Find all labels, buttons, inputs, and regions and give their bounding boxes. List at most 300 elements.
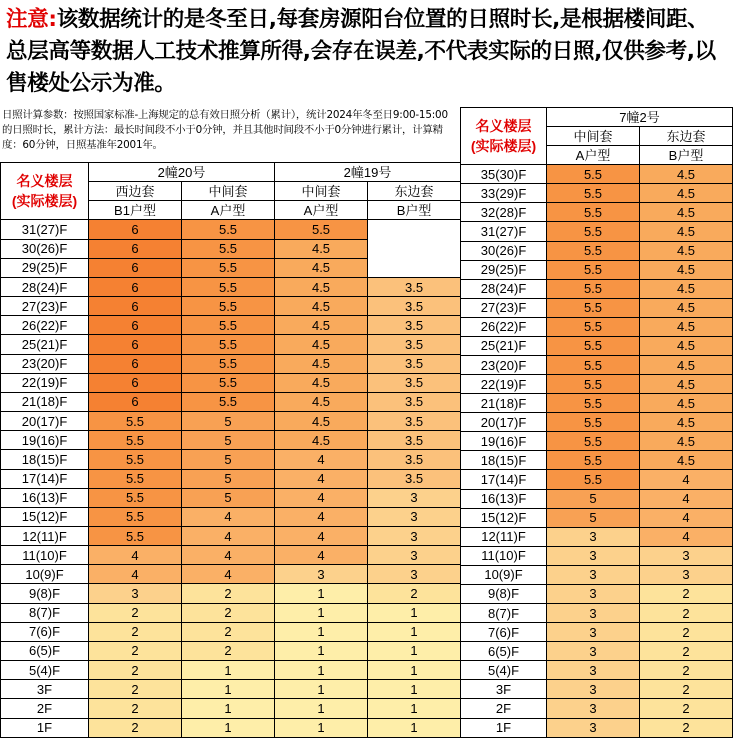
- sunlight-hours: 5.5: [182, 258, 275, 277]
- sunlight-hours: 5.5: [89, 450, 182, 469]
- sunlight-hours: 4.5: [275, 431, 368, 450]
- sunlight-hours: 6: [89, 373, 182, 392]
- sunlight-hours: 3.5: [368, 431, 461, 450]
- unit-type: A户型: [182, 201, 275, 220]
- sunlight-hours: 3: [547, 584, 640, 603]
- table-row: [461, 584, 733, 603]
- sunlight-hours: 5.5: [547, 184, 640, 203]
- floor-label: 6(5)F: [461, 642, 547, 661]
- sunlight-hours: 4.5: [640, 413, 733, 432]
- unit-type: B户型: [640, 146, 733, 165]
- floor-label: 23(20)F: [461, 356, 547, 375]
- sunlight-hours: 5.5: [182, 392, 275, 411]
- sunlight-hours: 5.5: [547, 279, 640, 298]
- sunlight-hours: 1: [368, 699, 461, 718]
- sunlight-hours: 1: [368, 718, 461, 737]
- sunlight-hours: 4.5: [640, 375, 733, 394]
- floor-label: 15(12)F: [1, 507, 89, 526]
- floor-label: 22(19)F: [461, 375, 547, 394]
- sunlight-hours: 2: [182, 622, 275, 641]
- table-row: [461, 661, 733, 680]
- sunlight-hours: 4.5: [275, 392, 368, 411]
- table-row: [461, 241, 733, 260]
- sunlight-hours: 4.5: [640, 317, 733, 336]
- sunlight-hours: 5.5: [275, 220, 368, 239]
- sunlight-hours: 3: [547, 642, 640, 661]
- sunlight-hours: 5.5: [547, 451, 640, 470]
- sunlight-hours: 4: [89, 565, 182, 584]
- floor-header-actual: (实际楼层): [11, 193, 78, 210]
- sunlight-hours: 5.5: [547, 336, 640, 355]
- floor-label: 5(4)F: [1, 661, 89, 680]
- floor-label: 17(14)F: [1, 469, 89, 488]
- sunlight-hours: 4.5: [275, 335, 368, 354]
- sunlight-hours: 2: [182, 584, 275, 603]
- sunlight-hours: 1: [275, 680, 368, 699]
- sunlight-hours: 4.5: [640, 336, 733, 355]
- floor-label: 10(9)F: [461, 565, 547, 584]
- sunlight-hours: 1: [368, 622, 461, 641]
- sunlight-hours: 4: [640, 527, 733, 546]
- table-row: [461, 718, 733, 737]
- table-row: [1, 469, 461, 488]
- table-row: [461, 489, 733, 508]
- sunlight-hours: 5.5: [547, 260, 640, 279]
- sunlight-hours: 1: [275, 661, 368, 680]
- unit-type: B户型: [368, 201, 461, 220]
- sunlight-hours: 6: [89, 220, 182, 239]
- table-row: [1, 373, 461, 392]
- sunlight-hours: 4.5: [275, 373, 368, 392]
- table-row: [461, 604, 733, 623]
- floor-label: 29(25)F: [461, 260, 547, 279]
- sunlight-hours: 5: [182, 488, 275, 507]
- floor-label: 5(4)F: [461, 661, 547, 680]
- floor-label: 3F: [461, 680, 547, 699]
- sunlight-hours: 2: [640, 661, 733, 680]
- table-row: [461, 470, 733, 489]
- sunlight-hours: 3.5: [368, 392, 461, 411]
- floor-label: 10(9)F: [1, 565, 89, 584]
- floor-label: 18(15)F: [461, 451, 547, 470]
- sunlight-hours: 6: [89, 258, 182, 277]
- table-row: [1, 565, 461, 584]
- table-row: [461, 623, 733, 642]
- table-row: [461, 413, 733, 432]
- table-row: [1, 603, 461, 622]
- sunlight-hours: 2: [89, 718, 182, 737]
- sunlight-hours: 6: [89, 354, 182, 373]
- unit-type: A户型: [547, 146, 640, 165]
- sunlight-hours: 3.5: [368, 316, 461, 335]
- table-row: [461, 642, 733, 661]
- sunlight-hours: 4.5: [275, 316, 368, 335]
- sunlight-hours: 4.5: [275, 297, 368, 316]
- unit-position: 东边套: [640, 127, 733, 146]
- sunlight-hours: 4: [89, 546, 182, 565]
- floor-label: 20(17)F: [1, 412, 89, 431]
- table-row: [461, 432, 733, 451]
- sunlight-hours: 5.5: [547, 375, 640, 394]
- sunlight-hours: 3.5: [368, 450, 461, 469]
- sunlight-hours: 4.5: [640, 356, 733, 375]
- sunlight-hours: 1: [275, 584, 368, 603]
- sunlight-hours: 6: [89, 335, 182, 354]
- table-row: [1, 450, 461, 469]
- floor-label: 25(21)F: [1, 335, 89, 354]
- sunlight-hours: 3: [368, 546, 461, 565]
- sunlight-hours: 5: [547, 489, 640, 508]
- sunlight-hours: 2: [640, 623, 733, 642]
- sunlight-hours: 5.5: [547, 241, 640, 260]
- sunlight-hours: 2: [640, 604, 733, 623]
- floor-label: 26(22)F: [1, 316, 89, 335]
- sunlight-hours: 4.5: [640, 451, 733, 470]
- table-row: [1, 661, 461, 680]
- building-header: 2幢20号: [89, 163, 275, 182]
- sunlight-hours: 4: [275, 488, 368, 507]
- table-row: [461, 356, 733, 375]
- sunlight-hours: 2: [368, 584, 461, 603]
- unit-type: B1户型: [89, 201, 182, 220]
- floor-label: 12(11)F: [461, 527, 547, 546]
- floor-label: 9(8)F: [461, 584, 547, 603]
- floor-header: [1, 163, 89, 220]
- sunlight-hours: 2: [182, 641, 275, 660]
- sunlight-hours: 1: [275, 718, 368, 737]
- sunlight-hours: 3: [547, 699, 640, 718]
- sunlight-hours: 6: [89, 277, 182, 296]
- notice-text: [0, 0, 733, 106]
- table-row: [1, 316, 461, 335]
- sunlight-hours: 4.5: [640, 222, 733, 241]
- sunlight-hours: 5.5: [547, 298, 640, 317]
- sunlight-hours: 5.5: [547, 165, 640, 184]
- table-row: [1, 412, 461, 431]
- sunlight-hours: 2: [640, 584, 733, 603]
- table-row: [461, 451, 733, 470]
- table-row: [1, 431, 461, 450]
- floor-label: 31(27)F: [1, 220, 89, 239]
- floor-label: 19(16)F: [1, 431, 89, 450]
- table-row: [1, 220, 461, 239]
- sunlight-hours: 4: [182, 565, 275, 584]
- table-row: [461, 222, 733, 241]
- floor-label: 31(27)F: [461, 222, 547, 241]
- table-row: [1, 297, 461, 316]
- floor-label: 28(24)F: [1, 277, 89, 296]
- sunlight-hours: 1: [182, 699, 275, 718]
- sunlight-hours: 1: [275, 641, 368, 660]
- floor-label: 33(29)F: [461, 184, 547, 203]
- sunlight-hours: 5: [182, 412, 275, 431]
- sunlight-hours: 4: [182, 526, 275, 545]
- floor-label: 32(28)F: [461, 203, 547, 222]
- sunlight-hours: 4.5: [640, 432, 733, 451]
- sunlight-hours: 3: [640, 565, 733, 584]
- sunlight-hours: 4.5: [640, 260, 733, 279]
- sunlight-hours: 4.5: [275, 354, 368, 373]
- sunlight-hours: 3: [547, 623, 640, 642]
- table-row: [461, 336, 733, 355]
- sunlight-hours: 2: [89, 699, 182, 718]
- table-row: [1, 680, 461, 699]
- sunlight-hours: 4: [275, 450, 368, 469]
- sunlight-hours: 2: [89, 622, 182, 641]
- sunlight-hours: 3: [547, 527, 640, 546]
- unit-position: 中间套: [275, 182, 368, 201]
- sunlight-hours: 5.5: [547, 413, 640, 432]
- table-row: [461, 279, 733, 298]
- floor-label: 21(18)F: [1, 392, 89, 411]
- sunlight-hours: 1: [275, 699, 368, 718]
- sunlight-hours: 4: [275, 507, 368, 526]
- sunlight-hours: 4: [275, 546, 368, 565]
- sunlight-hours: 5: [182, 469, 275, 488]
- sunlight-hours: 3: [547, 680, 640, 699]
- floor-label: 11(10)F: [1, 546, 89, 565]
- empty-cell: [368, 220, 461, 277]
- sunlight-hours: 4.5: [275, 239, 368, 258]
- building-header: 7幢2号: [547, 108, 733, 127]
- floor-label: 6(5)F: [1, 641, 89, 660]
- sunlight-hours: 3: [368, 565, 461, 584]
- floor-label: 2F: [461, 699, 547, 718]
- floor-label: 25(21)F: [461, 336, 547, 355]
- floor-label: 11(10)F: [461, 546, 547, 565]
- sunlight-hours: 4.5: [640, 241, 733, 260]
- floor-label: 23(20)F: [1, 354, 89, 373]
- right-sunlight-table: [460, 107, 733, 738]
- sunlight-hours: 6: [89, 239, 182, 258]
- sunlight-hours: 3.5: [368, 335, 461, 354]
- sunlight-hours: 5.5: [182, 316, 275, 335]
- sunlight-hours: 3: [368, 488, 461, 507]
- floor-label: 19(16)F: [461, 432, 547, 451]
- sunlight-hours: 4: [640, 489, 733, 508]
- sunlight-hours: 1: [182, 680, 275, 699]
- sunlight-hours: 6: [89, 392, 182, 411]
- sunlight-hours: 5.5: [89, 412, 182, 431]
- sunlight-hours: 5.5: [89, 526, 182, 545]
- sunlight-hours: 3.5: [368, 469, 461, 488]
- table-row: [461, 508, 733, 527]
- floor-label: 22(19)F: [1, 373, 89, 392]
- table-row: [461, 203, 733, 222]
- sunlight-hours: 5.5: [547, 317, 640, 336]
- floor-label: 16(13)F: [461, 489, 547, 508]
- sunlight-hours: 2: [640, 680, 733, 699]
- floor-label: 9(8)F: [1, 584, 89, 603]
- sunlight-hours: 5.5: [182, 373, 275, 392]
- header-row-buildings: [1, 163, 461, 182]
- unit-position: 西边套: [89, 182, 182, 201]
- sunlight-hours: 2: [640, 642, 733, 661]
- sunlight-hours: 5.5: [182, 297, 275, 316]
- sunlight-hours: 5.5: [547, 203, 640, 222]
- sunlight-hours: 4: [182, 546, 275, 565]
- floor-label: 35(30)F: [461, 165, 547, 184]
- unit-position: 中间套: [182, 182, 275, 201]
- sunlight-hours: 3.5: [368, 354, 461, 373]
- floor-label: 20(17)F: [461, 413, 547, 432]
- table-row: [461, 565, 733, 584]
- floor-label: 30(26)F: [461, 241, 547, 260]
- table-row: [1, 277, 461, 296]
- sunlight-hours: 5.5: [182, 220, 275, 239]
- table-row: [461, 184, 733, 203]
- sunlight-hours: 3: [275, 565, 368, 584]
- sunlight-hours: 4.5: [640, 165, 733, 184]
- sunlight-hours: 4.5: [275, 277, 368, 296]
- floor-header-nominal: 名义楼层: [16, 173, 73, 190]
- sunlight-hours: 3: [547, 565, 640, 584]
- table-row: [461, 260, 733, 279]
- sunlight-hours: 4: [275, 469, 368, 488]
- table-row: [1, 335, 461, 354]
- sunlight-hours: 2: [640, 718, 733, 737]
- table-row: [1, 354, 461, 373]
- sunlight-hours: 5.5: [547, 222, 640, 241]
- sunlight-hours: 5.5: [89, 507, 182, 526]
- sunlight-hours: 3: [368, 526, 461, 545]
- sunlight-hours: 1: [368, 661, 461, 680]
- table-row: [461, 375, 733, 394]
- sunlight-hours: 4.5: [275, 412, 368, 431]
- sunlight-hours: 1: [275, 603, 368, 622]
- sunlight-hours: 4: [182, 507, 275, 526]
- sunlight-hours: 5: [547, 508, 640, 527]
- floor-label: 1F: [1, 718, 89, 737]
- sunlight-hours: 5.5: [182, 335, 275, 354]
- table-row: [461, 394, 733, 413]
- sunlight-hours: 5.5: [89, 469, 182, 488]
- floor-label: 21(18)F: [461, 394, 547, 413]
- sunlight-hours: 5.5: [89, 488, 182, 507]
- sunlight-hours: 5.5: [182, 239, 275, 258]
- sunlight-hours: 5.5: [547, 470, 640, 489]
- floor-header-nominal: 名义楼层: [475, 118, 532, 135]
- table-row: [1, 392, 461, 411]
- left-sunlight-table: [0, 162, 461, 738]
- floor-label: 8(7)F: [461, 604, 547, 623]
- table-row: [1, 488, 461, 507]
- sunlight-hours: 2: [89, 661, 182, 680]
- unit-position: 中间套: [547, 127, 640, 146]
- floor-label: 27(23)F: [1, 297, 89, 316]
- floor-label: 16(13)F: [1, 488, 89, 507]
- sunlight-hours: 3: [368, 507, 461, 526]
- sunlight-hours: 3: [640, 546, 733, 565]
- sunlight-hours: 3.5: [368, 297, 461, 316]
- table-row: [461, 546, 733, 565]
- sunlight-hours: 3: [547, 661, 640, 680]
- table-row: [461, 680, 733, 699]
- sunlight-hours: 4: [275, 526, 368, 545]
- sunlight-hours: 2: [89, 680, 182, 699]
- sunlight-hours: 1: [275, 622, 368, 641]
- table-row: [1, 584, 461, 603]
- table-row: [1, 526, 461, 545]
- sunlight-hours: 5: [182, 450, 275, 469]
- floor-header: [461, 108, 547, 165]
- table-row: [461, 699, 733, 718]
- sunlight-hours: 2: [182, 603, 275, 622]
- floor-label: 7(6)F: [461, 623, 547, 642]
- calculation-parameters: 日照计算参数：按照国家标准-上海规定的总有效日照分析（累计），统计2024年冬至日9:00-15:00的日照时长，累计方法：最长时间段不小于0分钟，并且其他时间段不小于0分钟进行累计，计算精度：60分钟，日照基准年2001年。: [2, 109, 448, 151]
- sunlight-hours: 3: [89, 584, 182, 603]
- sunlight-hours: 4.5: [640, 298, 733, 317]
- table-row: [1, 718, 461, 737]
- sunlight-hours: 2: [640, 699, 733, 718]
- sunlight-hours: 4.5: [640, 184, 733, 203]
- unit-position: 东边套: [368, 182, 461, 201]
- table-row: [1, 641, 461, 660]
- header-row-buildings: [461, 108, 733, 127]
- sunlight-hours: 5.5: [89, 431, 182, 450]
- table-row: [461, 165, 733, 184]
- floor-label: 27(23)F: [461, 298, 547, 317]
- sunlight-hours: 3.5: [368, 412, 461, 431]
- sunlight-hours: 4.5: [275, 258, 368, 277]
- floor-label: 3F: [1, 680, 89, 699]
- table-row: [1, 546, 461, 565]
- sunlight-hours: 5.5: [547, 356, 640, 375]
- table-row: [1, 622, 461, 641]
- floor-label: 18(15)F: [1, 450, 89, 469]
- sunlight-hours: 4.5: [640, 203, 733, 222]
- table-row: [461, 317, 733, 336]
- sunlight-hours: 5.5: [547, 432, 640, 451]
- floor-label: 17(14)F: [461, 470, 547, 489]
- floor-label: 28(24)F: [461, 279, 547, 298]
- floor-label: 2F: [1, 699, 89, 718]
- table-row: [461, 527, 733, 546]
- floor-label: 15(12)F: [461, 508, 547, 527]
- sunlight-hours: 1: [182, 661, 275, 680]
- notice-prefix: 注意:: [6, 7, 57, 32]
- sunlight-hours: 4: [640, 470, 733, 489]
- sunlight-hours: 6: [89, 297, 182, 316]
- floor-label: 12(11)F: [1, 526, 89, 545]
- sunlight-hours: 1: [368, 680, 461, 699]
- floor-label: 26(22)F: [461, 317, 547, 336]
- sunlight-hours: 5: [182, 431, 275, 450]
- sunlight-hours: 5.5: [547, 394, 640, 413]
- sunlight-hours: 5.5: [182, 354, 275, 373]
- sunlight-hours: 1: [368, 603, 461, 622]
- unit-type: A户型: [275, 201, 368, 220]
- sunlight-hours: 3: [547, 718, 640, 737]
- sunlight-hours: 3.5: [368, 277, 461, 296]
- table-row: [1, 699, 461, 718]
- building-header: 2幢19号: [275, 163, 461, 182]
- floor-label: 29(25)F: [1, 258, 89, 277]
- sunlight-hours: 2: [89, 641, 182, 660]
- sunlight-hours: 1: [368, 641, 461, 660]
- floor-label: 7(6)F: [1, 622, 89, 641]
- sunlight-hours: 3.5: [368, 373, 461, 392]
- floor-header-actual: (实际楼层): [470, 138, 537, 155]
- sunlight-hours: 3: [547, 604, 640, 623]
- sunlight-hours: 4.5: [640, 394, 733, 413]
- sunlight-hours: 3: [547, 546, 640, 565]
- sunlight-hours: 5.5: [182, 277, 275, 296]
- sunlight-hours: 1: [182, 718, 275, 737]
- floor-label: 8(7)F: [1, 603, 89, 622]
- sunlight-hours: 4: [640, 508, 733, 527]
- table-row: [1, 507, 461, 526]
